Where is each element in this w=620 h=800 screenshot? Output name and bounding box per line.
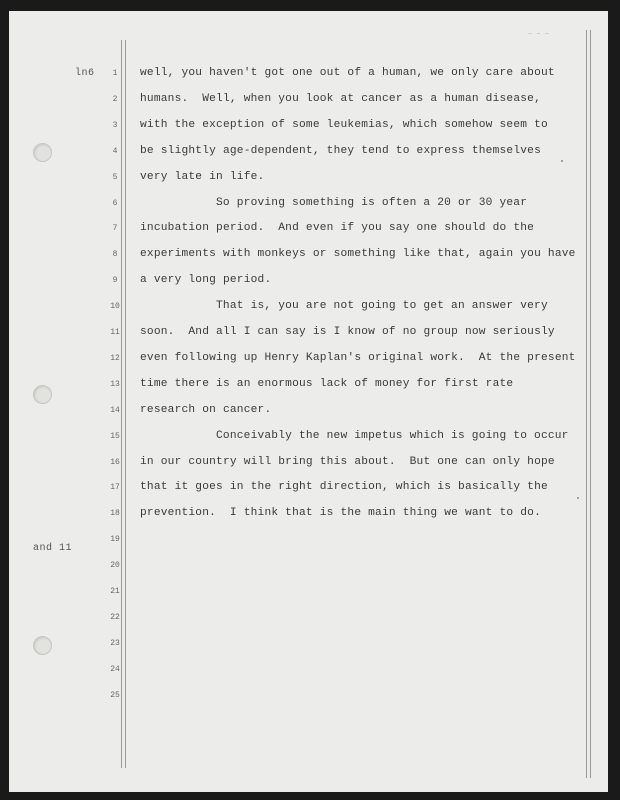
- transcript-line: incubation period. And even if you say one should do the: [140, 222, 535, 235]
- punch-hole-bottom: [33, 636, 52, 655]
- transcript-line: in our country will bring this about. But one can only hope: [140, 455, 555, 468]
- transcript-line: very late in life.: [140, 170, 265, 183]
- line-number: 5: [112, 172, 118, 182]
- transcript-line: be slightly age-dependent, they tend to express themselves: [140, 144, 541, 157]
- line-number: 12: [110, 353, 120, 363]
- transcript-line: research on cancer.: [140, 403, 272, 416]
- right-margin-rule: [586, 30, 587, 778]
- transcript-line: with the exception of some leukemias, which somehow seem to: [140, 118, 548, 131]
- line-number: 9: [112, 276, 118, 286]
- line-number: 21: [110, 587, 120, 596]
- line-number: 6: [112, 198, 118, 208]
- margin-note-bottom: and 11: [33, 543, 73, 554]
- transcript-line: Conceivably the new impetus which is going to occur: [216, 429, 569, 442]
- right-margin-rule-2: [590, 30, 591, 778]
- line-number: 23: [110, 638, 120, 648]
- line-number: 3: [112, 120, 118, 130]
- line-number: 20: [110, 561, 120, 571]
- line-number: 18: [110, 509, 120, 519]
- line-number: 25: [110, 690, 120, 700]
- punch-hole-top: [33, 143, 52, 162]
- transcript-line: So proving something is often a 20 or 30 year: [216, 196, 528, 209]
- transcript-line: time there is an enormous lack of money for first rate: [140, 377, 514, 390]
- line-number: 14: [110, 405, 120, 415]
- transcript-line: experiments with monkeys or something like that, again you have: [140, 248, 576, 261]
- margin-note-top: ln6: [75, 68, 95, 79]
- line-number: 2: [112, 94, 118, 104]
- line-number: 8: [112, 250, 118, 260]
- punch-hole-middle: [33, 385, 52, 404]
- line-number: 19: [110, 535, 120, 545]
- line-number: 13: [110, 379, 120, 389]
- transcript-line: soon. And all I can say is I know of no group now seriously: [140, 326, 555, 338]
- transcript-line: a very long period.: [140, 274, 272, 287]
- transcript-line: humans. Well, when you look at cancer as a human disease,: [140, 92, 541, 105]
- line-number: 17: [110, 483, 120, 493]
- transcript-line: That is, you are not going to get an answer very: [216, 300, 548, 313]
- transcript-line: well, you haven't got one out of a human, we only care about: [140, 67, 555, 79]
- transcript-line: that it goes in the right direction, which is basically the: [140, 481, 548, 494]
- line-number: 4: [112, 146, 118, 156]
- transcript-line: even following up Henry Kaplan's original work. At the present: [140, 351, 576, 364]
- line-number: 16: [110, 457, 120, 467]
- transcript-line: prevention. I think that is the main thing we want to do.: [140, 507, 541, 520]
- stray-mark: [577, 497, 579, 499]
- line-number: 22: [110, 612, 120, 622]
- top-mark: – – –: [528, 30, 550, 38]
- stray-mark: [561, 160, 563, 162]
- line-number: 7: [112, 224, 118, 234]
- line-number: 10: [110, 302, 120, 312]
- line-number: 15: [110, 431, 120, 441]
- line-number: 24: [110, 664, 120, 674]
- line-number: 11: [110, 328, 120, 337]
- line-number: 1: [112, 69, 118, 78]
